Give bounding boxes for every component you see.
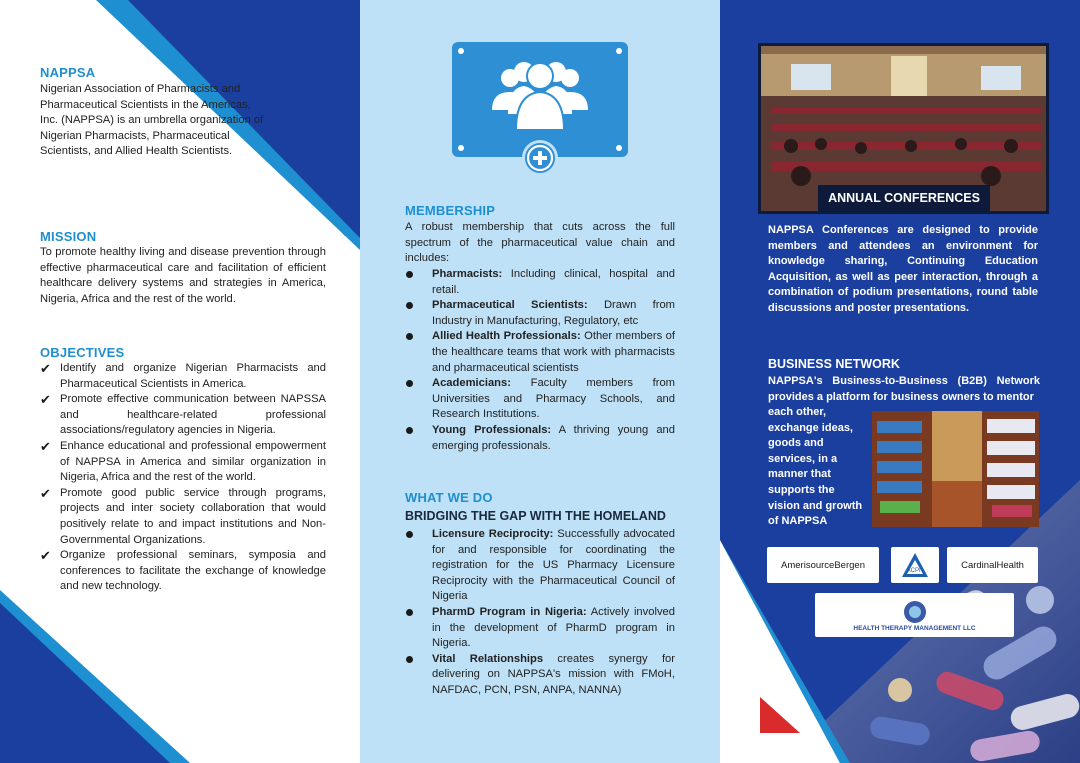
what-we-do-item (405, 527, 675, 605)
membership-item (405, 329, 675, 376)
what-we-do-term: Vital Relationships (432, 652, 544, 665)
business-network-heading: BUSINESS NETWORK (768, 357, 900, 371)
membership-desc: Including clinical, hospital and retail. (432, 268, 675, 296)
membership-list (405, 267, 675, 454)
checkmark-icon: ✔ (40, 392, 51, 408)
right-panel (720, 0, 1080, 763)
what-we-do-desc: creates synergy for delivering on NAPPSA's mission with FMoH, NAFDAC, PCN, PSN, ANPA, NANNA) (432, 652, 675, 696)
membership-item (405, 298, 675, 329)
membership-item (405, 423, 675, 454)
nappsa-heading: NAPPSA (40, 65, 96, 80)
pharmacy-photo (872, 411, 1039, 527)
membership-desc: Drawn from Industry in Manufacturing, Regulatory, etc (432, 299, 676, 327)
what-we-do-item (405, 652, 675, 699)
cardinal-health-logo-text: CardinalHealth (961, 559, 1024, 571)
bullet-icon (406, 302, 413, 309)
htm-logo-text: HEALTH THERAPY MANAGEMENT LLC (853, 624, 976, 632)
plus-icon (522, 140, 558, 176)
objective-item (40, 439, 326, 486)
what-we-do-heading: WHAT WE DO (405, 490, 493, 505)
membership-term: Pharmaceutical Scientists: (432, 299, 588, 312)
what-we-do-list (405, 527, 675, 699)
htm-emblem-icon (902, 599, 928, 625)
checkmark-icon: ✔ (40, 485, 51, 501)
what-we-do-desc: Actively involved in the development of PharmD program in Nigeria. (432, 605, 675, 650)
checkmark-icon: ✔ (40, 438, 51, 454)
mission-description: To promote healthy living and disease prevention through effective pharmaceutical care and facilitation of efficient healthcare delivery systems and strategies in America, Nigeria, Africa and the rest of the world. (40, 246, 326, 305)
business-network-description-cont: each other, exchange ideas, goods and services, in a manner that supports the vision and growth of NAPPSA (768, 406, 863, 528)
membership-intro: A robust membership that cuts across the full spectrum of the pharmaceutical value chain and includes: (405, 221, 675, 265)
left-panel (0, 0, 360, 763)
membership-desc: Other members of the healthcare teams that work with pharmacists and pharmaceutical scientists (432, 330, 675, 374)
membership-term: Young Professionals: (432, 423, 552, 436)
cardinal-health-logo (947, 547, 1038, 583)
bullet-icon (406, 656, 413, 663)
objectives-list (40, 361, 326, 595)
objective-item (40, 361, 326, 392)
membership-term: Allied Health Professionals: (432, 330, 581, 343)
amerisourcebergen-logo-text: AmerisourceBergen (781, 559, 865, 571)
objectives-heading: OBJECTIVES (40, 345, 125, 360)
objective-item (40, 486, 326, 548)
membership-term: Academicians: (432, 377, 511, 390)
bridging-heading: BRIDGING THE GAP WITH THE HOMELAND (405, 509, 666, 523)
checkmark-icon: ✔ (40, 548, 51, 564)
bullet-icon (406, 380, 413, 387)
membership-item (405, 267, 675, 298)
annual-conferences-caption: ANNUAL CONFERENCES (818, 185, 990, 211)
objective-text: Enhance educational and professional empowerment of NAPPSA in America and similar organization in Nigeria, Africa and the rest of the world. (60, 439, 326, 484)
amerisourcebergen-logo (767, 547, 879, 583)
bullet-icon (406, 609, 413, 616)
middle-panel (360, 0, 720, 763)
acpn-logo (891, 547, 939, 583)
what-we-do-term: Licensure Reciprocity: (432, 528, 554, 540)
conference-description: NAPPSA Conferences are designed to provide members and attendees an environment for knowledge sharing, Continuing Education Acquisition, as well as peer interaction, through a combination of podium presentations, round table discussions and poster presentations. (768, 224, 1038, 314)
objective-text: Promote effective communication between NAPSSA and healthcare-related professional associations/regulatory agencies in Nigeria. (60, 393, 326, 437)
objective-item (40, 392, 326, 439)
health-therapy-management-logo (815, 593, 1014, 637)
what-we-do-desc: Successfully advocated for and responsible for coordinating the registration for the US Pharmacy Licensure Reciprocity with the Pharmaceutical Council of Nigeria (432, 528, 675, 603)
bullet-icon (406, 333, 413, 340)
mission-heading: MISSION (40, 229, 97, 244)
objective-item (40, 548, 326, 595)
objective-text: Identify and organize Nigerian Pharmacists and Pharmaceutical Scientists in America. (60, 362, 326, 390)
membership-desc: A thriving young and emerging professionals. (432, 423, 676, 452)
objective-text: Organize professional seminars, symposia and conferences to facilitate the exchange of knowledge and new technology. (60, 549, 326, 593)
membership-item (405, 376, 675, 423)
membership-term: Pharmacists: (432, 268, 503, 280)
checkmark-icon: ✔ (40, 361, 51, 376)
what-we-do-item (405, 605, 675, 652)
bullet-icon (406, 427, 413, 434)
acpn-logo-text: ACPN (906, 568, 924, 574)
bullet-icon (406, 531, 413, 538)
objective-text: Promote good public service through programs, projects and inter society collaboration that would positively relate to and impact institutions and Non-Governmental Organizations. (60, 486, 326, 546)
nappsa-description: Nigerian Association of Pharmacists and Pharmaceutical Scientists in the Americas, Inc. (NAPPSA) is an umbrella organization of Nigerian Pharmacists, Pharmaceutical Scientists, and Allied Health Scientists. (40, 83, 264, 158)
business-network-description: NAPPSA's Business-to-Business (B2B) Network provides a platform for business owners to mentor (768, 375, 1040, 403)
membership-heading: MEMBERSHIP (405, 203, 496, 218)
bullet-icon (406, 271, 413, 278)
membership-desc: Faculty members from Universities and Pharmacy Schools, and Research Institutions. (432, 377, 675, 421)
what-we-do-term: PharmD Program in Nigeria: (432, 605, 587, 618)
